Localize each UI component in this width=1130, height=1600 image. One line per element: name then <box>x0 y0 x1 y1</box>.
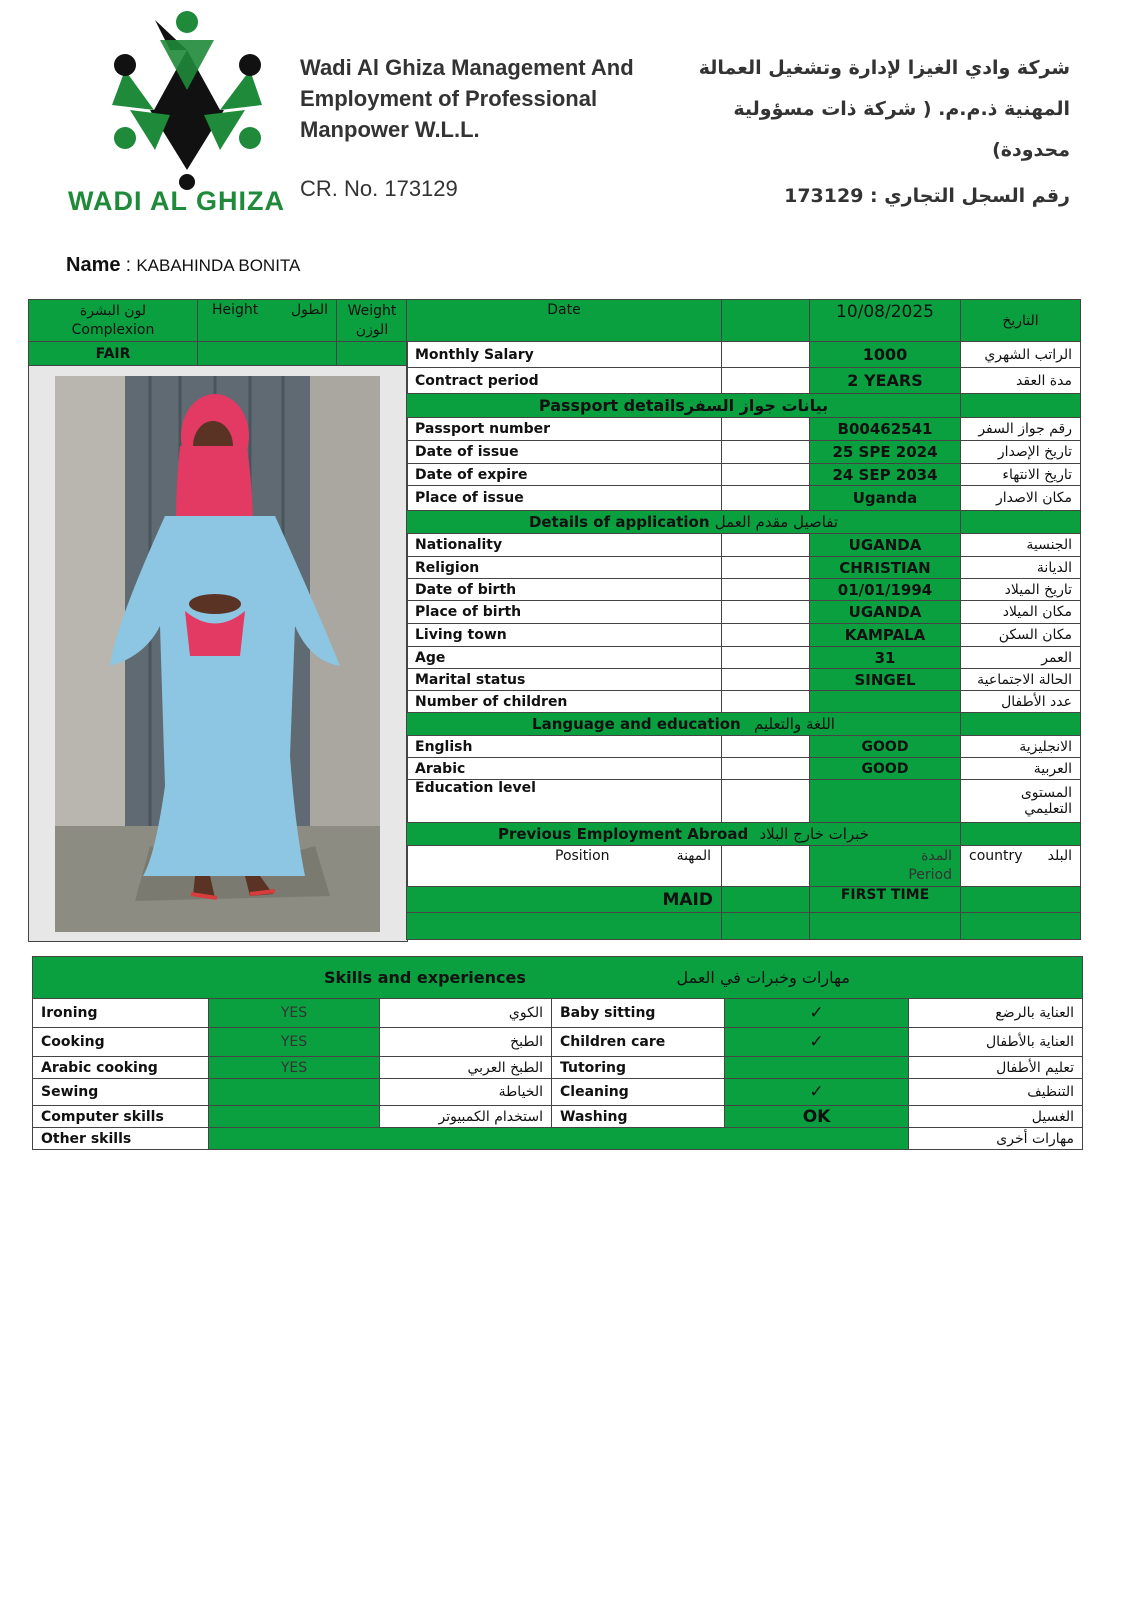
skill-value: YES <box>209 1028 380 1057</box>
row-value: 24 SEP 2034 <box>810 464 961 486</box>
row-spacer <box>722 601 810 624</box>
detail-row <box>407 557 1081 579</box>
skill-label-en: Washing <box>552 1106 725 1128</box>
date-value: 10/08/2025 <box>810 300 961 342</box>
row-label-ar: مكان الميلاد <box>961 601 1081 624</box>
other-skills-label: Other skills <box>33 1128 209 1150</box>
passport-section-spacer <box>961 394 1081 418</box>
row-label-ar: تاريخ الإصدار <box>961 441 1081 464</box>
row-label-en: Marital status <box>407 669 722 691</box>
skill-check <box>725 1057 909 1079</box>
height-label-ar: الطول <box>290 302 328 318</box>
logo-text: WADI AL GHIZA <box>68 186 285 216</box>
country-header <box>961 846 1081 887</box>
row-label-en: Religion <box>407 557 722 579</box>
company-ar-line-2: المهنية ذ.م.م. ( شركة ذات مسؤولية <box>733 98 1070 120</box>
skill-row <box>33 1028 1083 1057</box>
row-value <box>810 691 961 713</box>
skill-check: ✓ <box>725 1079 909 1106</box>
row-label-ar: الانجليزية <box>961 736 1081 758</box>
detail-row <box>407 736 1081 758</box>
row-spacer <box>722 624 810 647</box>
skill-label-ar: العناية بالأطفال <box>909 1028 1083 1057</box>
row-spacer <box>722 691 810 713</box>
company-line-1: Wadi Al Ghiza Management And <box>300 55 634 80</box>
period-label-ar: المدة <box>921 848 952 864</box>
country-value <box>961 887 1081 913</box>
other-skills-label-ar: مهارات أخرى <box>909 1128 1083 1150</box>
row-spacer <box>722 534 810 557</box>
company-name-ar <box>650 48 1070 171</box>
row-label-en: Passport number <box>407 418 722 441</box>
empty-cell <box>722 913 810 940</box>
detail-row <box>407 342 1081 368</box>
application-section-header <box>407 511 961 534</box>
row-label-ar: المستوى التعليمي <box>961 780 1081 823</box>
skill-value <box>209 1079 380 1106</box>
row-label-ar: العمر <box>961 647 1081 669</box>
cr-number: CR. No. 173129 <box>300 176 458 201</box>
detail-row <box>407 441 1081 464</box>
company-logo <box>100 10 275 190</box>
employment-section-spacer <box>961 823 1081 846</box>
row-value <box>810 780 961 823</box>
candidate-name: KABAHINDA BONITA <box>136 256 301 275</box>
complexion-value: FAIR <box>29 342 198 366</box>
position-label-ar: المهنة <box>676 848 711 864</box>
row-spacer <box>722 758 810 780</box>
detail-row <box>407 691 1081 713</box>
detail-row <box>407 601 1081 624</box>
application-title-en: Details of application <box>528 513 710 531</box>
empty-cell <box>407 913 722 940</box>
row-spacer <box>722 464 810 486</box>
complexion-label-ar: لون البشرة <box>79 302 147 319</box>
row-label-en: English <box>407 736 722 758</box>
row-value: UGANDA <box>810 601 961 624</box>
country-label-ar: البلد <box>1047 848 1072 864</box>
row-label-en: Place of birth <box>407 601 722 624</box>
row-spacer <box>722 418 810 441</box>
skill-label-en: Children care <box>552 1028 725 1057</box>
row-label-en: Education level <box>407 780 722 823</box>
skill-row <box>33 1079 1083 1106</box>
skills-title-ar: مهارات وخبرات في العمل <box>676 968 850 987</box>
row-value: GOOD <box>810 736 961 758</box>
row-label-en: Nationality <box>407 534 722 557</box>
row-spacer <box>722 647 810 669</box>
skill-label-ar: الغسيل <box>909 1106 1083 1128</box>
skill-label-ar: استخدام الكمبيوتر <box>380 1106 552 1128</box>
height-header <box>198 300 337 342</box>
company-line-3: Manpower W.L.L. <box>300 117 480 142</box>
detail-row <box>407 669 1081 691</box>
row-value: GOOD <box>810 758 961 780</box>
candidate-photo-image <box>55 376 380 932</box>
row-spacer <box>722 486 810 511</box>
name-separator: : <box>120 255 137 276</box>
weight-label-en: Weight <box>347 302 397 319</box>
complexion-label-en: Complexion <box>71 321 155 338</box>
skill-label-en: Arabic cooking <box>33 1057 209 1079</box>
detail-row <box>407 534 1081 557</box>
row-label-ar: الجنسية <box>961 534 1081 557</box>
skill-row <box>33 1057 1083 1079</box>
height-value <box>198 342 337 366</box>
row-value: SINGEL <box>810 669 961 691</box>
height-label-en: Height <box>212 302 259 318</box>
language-section-spacer <box>961 713 1081 736</box>
row-spacer <box>722 441 810 464</box>
logo-emblem-icon <box>100 10 275 190</box>
candidate-photo <box>55 376 380 932</box>
skill-value: YES <box>209 999 380 1028</box>
application-section-spacer <box>961 511 1081 534</box>
position-value-spacer <box>722 887 810 913</box>
row-label-ar: رقم جواز السفر <box>961 418 1081 441</box>
language-title-en: Language and education <box>532 715 741 733</box>
skills-title-en: Skills and experiences <box>324 968 526 987</box>
employment-section-header <box>407 823 961 846</box>
passport-title-ar: بيانات جواز السفر <box>684 396 829 415</box>
row-label-ar: مكان الاصدار <box>961 486 1081 511</box>
row-label-ar: مكان السكن <box>961 624 1081 647</box>
detail-row <box>407 486 1081 511</box>
empty-cell <box>961 913 1081 940</box>
row-spacer <box>722 557 810 579</box>
row-value: 31 <box>810 647 961 669</box>
row-label-ar: الحالة الاجتماعية <box>961 669 1081 691</box>
skill-label-ar: الخياطة <box>380 1079 552 1106</box>
application-title-ar: تفاصيل مقدم العمل <box>714 513 839 531</box>
language-section-header <box>407 713 961 736</box>
row-value: UGANDA <box>810 534 961 557</box>
row-spacer <box>722 368 810 394</box>
skill-label-ar: الطبخ <box>380 1028 552 1057</box>
other-skills-value <box>209 1128 909 1150</box>
employment-title-en: Previous Employment Abroad <box>497 825 749 843</box>
row-spacer <box>722 780 810 823</box>
row-spacer <box>722 669 810 691</box>
row-label-en: Date of expire <box>407 464 722 486</box>
position-spacer <box>722 846 810 887</box>
company-line-2: Employment of Professional <box>300 86 598 111</box>
skill-row <box>33 1106 1083 1128</box>
company-ar-line-1: شركة وادي الغيزا لإدارة وتشغيل العمالة <box>698 57 1070 79</box>
row-value: 25 SPE 2024 <box>810 441 961 464</box>
name-label: Name <box>66 254 121 276</box>
company-ar-line-3: محدودة) <box>992 139 1070 161</box>
skill-label-ar: الكوي <box>380 999 552 1028</box>
skill-label-en: Sewing <box>33 1079 209 1106</box>
skill-check: ✓ <box>725 1028 909 1057</box>
skill-label-en: Ironing <box>33 999 209 1028</box>
company-name-en <box>300 52 634 145</box>
skill-label-en: Cleaning <box>552 1079 725 1106</box>
row-label-en: Number of children <box>407 691 722 713</box>
date-spacer <box>722 300 810 342</box>
row-spacer <box>722 342 810 368</box>
date-label-ar: التاريخ <box>961 300 1081 342</box>
row-label-ar: تاريخ الانتهاء <box>961 464 1081 486</box>
row-spacer <box>722 736 810 758</box>
row-value: 1000 <box>810 342 961 368</box>
passport-title-en: Passport details <box>538 396 685 415</box>
detail-row <box>407 418 1081 441</box>
skill-label-en: Computer skills <box>33 1106 209 1128</box>
row-value: Uganda <box>810 486 961 511</box>
row-value: B00462541 <box>810 418 961 441</box>
skill-label-ar: العناية بالرضع <box>909 999 1083 1028</box>
position-label-en: Position <box>555 848 610 864</box>
skill-label-en: Baby sitting <box>552 999 725 1028</box>
row-label-en: Age <box>407 647 722 669</box>
position-header <box>407 846 722 887</box>
row-label-en: Arabic <box>407 758 722 780</box>
row-spacer <box>722 579 810 601</box>
position-value: MAID <box>407 887 722 913</box>
skill-label-en: Cooking <box>33 1028 209 1057</box>
row-label-ar: مدة العقد <box>961 368 1081 394</box>
detail-row <box>407 464 1081 486</box>
skill-label-en: Tutoring <box>552 1057 725 1079</box>
detail-row <box>407 624 1081 647</box>
period-label-en: Period <box>908 867 952 883</box>
candidate-name-line <box>66 254 300 277</box>
row-label-ar: عدد الأطفال <box>961 691 1081 713</box>
country-label-en: country <box>969 848 1023 864</box>
row-label-en: Monthly Salary <box>407 342 722 368</box>
skills-header <box>33 957 1083 999</box>
detail-row <box>407 647 1081 669</box>
details-table <box>406 299 1081 940</box>
weight-header <box>337 300 408 342</box>
row-label-en: Place of issue <box>407 486 722 511</box>
language-title-ar: اللغة والتعليم <box>753 715 835 733</box>
row-value: 01/01/1994 <box>810 579 961 601</box>
period-value: FIRST TIME <box>810 887 961 913</box>
row-label-ar: الراتب الشهري <box>961 342 1081 368</box>
skill-label-ar: تعليم الأطفال <box>909 1057 1083 1079</box>
row-label-en: Date of birth <box>407 579 722 601</box>
cr-number-ar: رقم السجل التجاري : 173129 <box>784 185 1070 207</box>
skill-label-ar: التنظيف <box>909 1079 1083 1106</box>
row-value: 2 YEARS <box>810 368 961 394</box>
skill-check: OK <box>725 1106 909 1128</box>
row-value: CHRISTIAN <box>810 557 961 579</box>
row-value: KAMPALA <box>810 624 961 647</box>
detail-row <box>407 758 1081 780</box>
skill-value: YES <box>209 1057 380 1079</box>
passport-section-header <box>407 394 961 418</box>
detail-row <box>407 579 1081 601</box>
skill-label-ar: الطبخ العربي <box>380 1057 552 1079</box>
row-label-en: Contract period <box>407 368 722 394</box>
weight-label-ar: الوزن <box>355 321 389 338</box>
skills-table <box>32 956 1083 1150</box>
detail-row <box>407 780 1081 823</box>
employment-title-ar: خبرات خارج البلاد <box>759 825 870 843</box>
row-label-en: Living town <box>407 624 722 647</box>
skill-row <box>33 999 1083 1028</box>
row-label-ar: تاريخ الميلاد <box>961 579 1081 601</box>
row-label-ar: العربية <box>961 758 1081 780</box>
complexion-header <box>29 300 198 342</box>
empty-cell <box>810 913 961 940</box>
detail-row <box>407 368 1081 394</box>
date-label: Date <box>407 300 722 342</box>
skill-value <box>209 1106 380 1128</box>
skill-check: ✓ <box>725 999 909 1028</box>
weight-value <box>337 342 408 366</box>
row-label-ar: الديانة <box>961 557 1081 579</box>
row-label-en: Date of issue <box>407 441 722 464</box>
period-header <box>810 846 961 887</box>
